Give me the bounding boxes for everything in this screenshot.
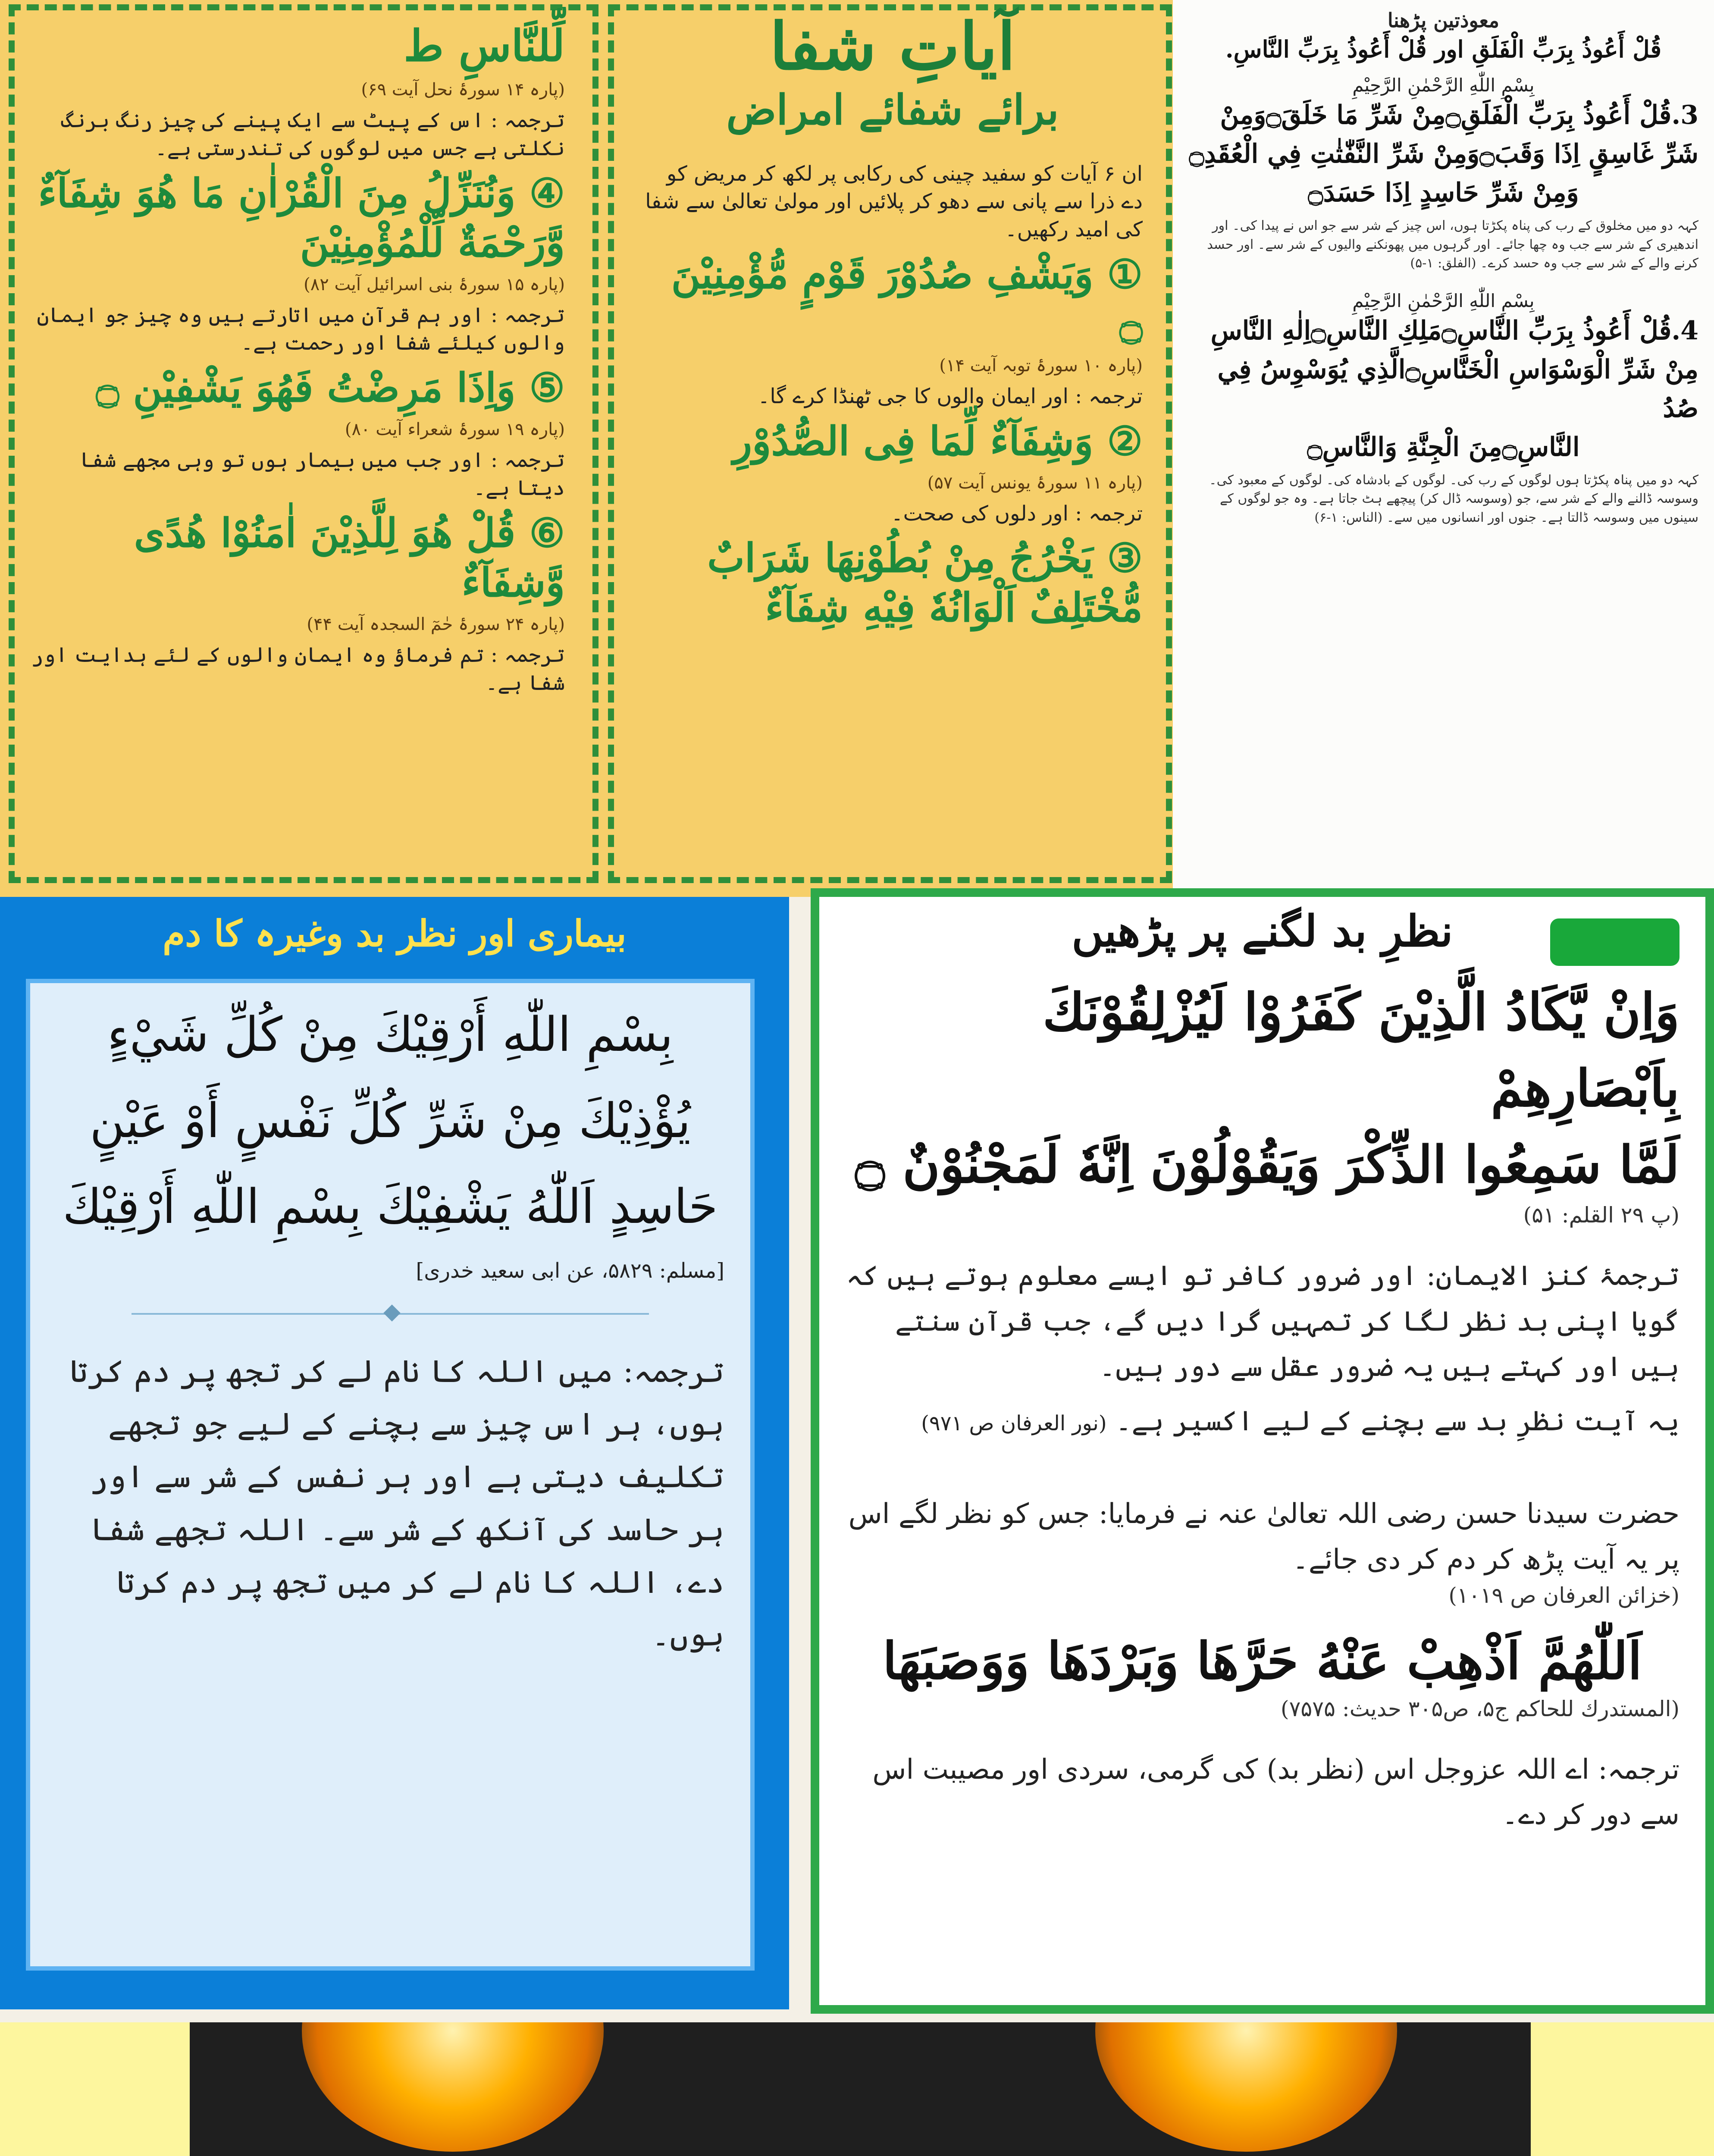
hasan-note: حضرت سیدنا حسن رضی اللہ تعالیٰ عنہ نے فرمایا: جس کو نظر لگے اس پر یہ آیت پڑھ کر دم کر دی جائے۔ [848, 1498, 1680, 1576]
falaq-line-1: 3.قُلْ أَعُوذُ بِرَبِّ الْفَلَقِ۝مِنْ شَرِّ مَا خَلَقَ۝وَمِنْ [1220, 100, 1698, 130]
nazar-verse-ref: (پ ۲۹ القلم: ۵۱) [1523, 1203, 1680, 1228]
nazar-note [819, 1399, 1705, 1445]
verse-3-end: لِّلنَّاسِ ط [404, 20, 565, 71]
shifa-subtitle: برائے شفائے امراض [726, 85, 1059, 134]
falaq-line-2: شَرِّ غَاسِقٍ اِذَا وَقَبَ۝وَمِنْ شَرِّ النَّفّٰثٰتِ فِي الْعُقَدِ۝ [1189, 139, 1698, 169]
verse-4: ④ وَنُنَزِّلُ مِنَ الْقُرْاٰنِ مَا هُوَ شِفَآءٌ وَّرَحْمَةٌ لِّلْمُؤْمِنِیْنَ [38, 169, 565, 266]
left-eye-icon [302, 2022, 604, 2152]
verse-6-translation: ترجمہ : تم فرماؤ وہ ایمان والوں کے لئے ہدایت اور شفا ہے۔ [31, 642, 565, 695]
verse-4-ref: (پارہ ۱۵ سورۂ بنی اسرائیل آیت ۸۲) [304, 274, 565, 295]
verse-6-ref: (پارہ ۲۴ سورۂ حٰمٓ السجدہ آیت ۴۴) [307, 614, 565, 634]
shifa-intro: ان ۶ آیات کو سفید چینی کی رکابی پر لکھ کر مریض کو دے ذرا سے پانی سے دھو کر پلائیں اور مولیٰ تعالیٰ سے شفا کی امید رکھیں۔ [645, 161, 1143, 242]
dum-arabic-2: يُؤْذِيْكَ مِنْ شَرِّ كُلِّ نَفْسٍ أَوْ عَيْنٍ [90, 1093, 691, 1148]
right-fill [1531, 2022, 1714, 2156]
nazar-title: نظرِ بد لگنے پر پڑھیں [1072, 906, 1453, 956]
shifa-title: آیاتِ شفا [770, 9, 1015, 85]
verse-3: ③ یَخْرُجُ مِنْ بُطُوْنِهَا شَرَابٌ مُّخْتَلِفٌ اَلْوَانُهٗ فِیْهِ شِفَآءٌ [707, 535, 1143, 631]
eyes-panel [190, 2022, 1531, 2156]
nazar-verse-2: لَمَّا سَمِعُوا الذِّكْرَ وَيَقُوْلُوْنَ اِنَّهٗ لَمَجْنُوْنٌ ۝ [855, 1134, 1680, 1194]
nazar-note-text: یہ آیت نظرِ بد سے بچنے کے لیے اکسیر ہے۔ [1115, 1405, 1680, 1437]
verse-2-ref: (پارہ ۱۱ سورۂ یونس آیت ۵۷) [927, 473, 1143, 493]
falaq-translation: کہہ دو میں مخلوق کے رب کی پناہ پکڑتا ہوں، اس چیز کے شر سے جو اس نے پیدا کی۔ اور اندھیری کے شر سے جب وہ چھا جائے۔ اور گرہوں میں پھونکنے والیوں کے شر سے۔ اور حسد کرنے والے کے شر سے جب وہ حسد کرے۔ (الفلق: ۱-۵) [1207, 218, 1698, 271]
verse-1-translation: ترجمہ : اور ایمان والوں کا جی ٹھنڈا کرے گا۔ [758, 384, 1143, 408]
nazar-dua-ref: (المستدرك للحاكم ج۵، ص۳۰۵ حدیث: ۷۵۷۵) [1281, 1696, 1680, 1721]
dum-panel [0, 897, 789, 2009]
verse-1-ref: (پارہ ۱۰ سورۂ توبہ آیت ۱۴) [939, 355, 1143, 376]
hasan-ref: (خزائن العرفان ص ۱۰۱۹) [1448, 1583, 1680, 1608]
nas-line-1: 4.قُلْ أَعُوذُ بِرَبِّ النَّاسِ۝مَلِكِ النَّاسِ۝اِلٰهِ النَّاسِ [1210, 315, 1698, 346]
diamond-icon [383, 1304, 401, 1322]
right-eye-icon [1095, 2022, 1397, 2152]
nazar-note-ref: (نور العرفان ص ۹۷۱) [921, 1411, 1107, 1435]
verse-1: ① وَیَشْفِ صُدُوْرَ قَوْمٍ مُّؤْمِنِیْنَ ۝ [671, 251, 1143, 347]
verse-2: ② وَشِفَآءٌ لِّمَا فِی الصُّدُوْرِ [733, 417, 1143, 464]
dum-header: بیماری اور نظر بد وغیرہ کا دم [163, 912, 627, 955]
verse-3-ref: (پارہ ۱۴ سورۂ نحل آیت ۶۹) [361, 80, 565, 100]
falaq-line-3: وَمِنْ شَرِّ حَاسِدٍ اِذَا حَسَدَ۝ [1308, 178, 1579, 208]
green-badge [1550, 918, 1680, 966]
nas-translation: کہہ دو میں پناہ پکڑتا ہوں لوگوں کے رب کی۔ لوگوں کے بادشاہ کی۔ لوگوں کے معبود کی۔ وسوسہ ڈالنے والے کے شر سے، جو (وسوسہ ڈال کر) پیچھے ہٹ جاتا ہے۔ وہ جو لوگوں کے سینوں میں وسوسہ ڈالتا ہے۔ جنوں اور انسانوں میں سے۔ (الناس: ۱-۶) [1209, 472, 1698, 525]
nazar-dua-translation: ترجمہ: اے اللہ عزوجل اس (نظر بد) کی گرمی، سردی اور مصیبت اس سے دور کر دے۔ [872, 1753, 1680, 1831]
verse-5: ⑤ وَاِذَا مَرِضْتُ فَهُوَ یَشْفِیْنِ ۝ [96, 364, 565, 411]
muawwidhatayn-intro: قُلْ أَعُوذُ بِرَبِّ الْفَلَقِ اور قُلْ أَعُوذُ بِرَبِّ النَّاسِ. [1225, 35, 1662, 63]
muawwidhatayn-title: معوذتین پڑھنا [1387, 9, 1500, 32]
verse-6: ⑥ قُلْ هُوَ لِلَّذِیْنَ اٰمَنُوْا هُدًی وَّشِفَآءٌ [134, 509, 565, 606]
muawwidhatayn-panel [1173, 0, 1714, 897]
shifa-column-right [612, 0, 1173, 884]
left-fill [0, 2022, 190, 2156]
nazar-panel [811, 888, 1714, 2014]
dum-reference: [مسلم: ۵۸۲۹، عن ابی سعید خدری] [416, 1258, 724, 1283]
nazar-verse-1: وَاِنْ يَّكَادُ الَّذِيْنَ كَفَرُوْا لَيُزْلِقُوْنَكَ بِاَبْصَارِهِمْ [1043, 982, 1680, 1118]
dum-arabic-3: حَاسِدٍ اَللّٰهُ يَشْفِيْكَ بِسْمِ اللّٰهِ أَرْقِيْكَ [63, 1179, 718, 1234]
verse-4-translation: ترجمہ : اور ہم قرآن میں اتارتے ہیں وہ چیز جو ایمان والوں کیلئے شفا اور رحمت ہے۔ [37, 303, 565, 355]
shifa-column-left [0, 0, 595, 884]
nazar-dua: اَللّٰهُمَّ اَذْهِبْ عَنْهُ حَرَّهَا وَبَرْدَهَا وَوَصَبَهَا [883, 1630, 1642, 1691]
dum-translation: ترجمہ: میں اللہ کا نام لے کر تجھ پر دم کرتا ہوں، ہر اس چیز سے بچنے کے لیے جو تجھے تکلیف دیتی ہے اور ہر نفس کے شر سے اور ہر حاسد کی آنکھ کے شر سے۔ اللہ تجھے شفا دے، اللہ کا نام لے کر میں تجھ پر دم کرتا ہوں۔ [69, 1353, 724, 1653]
shifa-verses-panel [0, 0, 1173, 897]
verse-3-translation: ترجمہ : اس کے پیٹ سے ایک پینے کی چیز رنگ برنگ نکلتی ہے جس میں لوگوں کی تندرستی ہے۔ [61, 108, 565, 160]
verse-5-ref: (پارہ ۱۹ سورۂ شعراء آیت ۸۰) [345, 420, 565, 440]
nas-line-3: النَّاسِ۝مِنَ الْجِنَّةِ وَالنَّاسِ۝ [1307, 432, 1580, 462]
nas-line-2: مِنْ شَرِّ الْوَسْوَاسِ الْخَنَّاسِ۝الَّذِي يُوَسْوِسُ فِي صُدُ [1217, 354, 1698, 423]
verse-5-translation: ترجمہ : اور جب میں بیمار ہوں تو وہی مجھے شفا دیتا ہے۔ [80, 448, 565, 500]
dum-card [26, 979, 755, 1971]
verse-2-translation: ترجمہ : اور دلوں کی صحت۔ [891, 501, 1143, 526]
nazar-translation: ترجمۂ کنز الایمان: اور ضرور کافر تو ایسے معلوم ہوتے ہیں کہ گویا اپنی بد نظر لگا کر تمہیں گرا دیں گے، جب قرآن سنتے ہیں اور کہتے ہیں یہ ضرور عقل سے دور ہیں۔ [846, 1260, 1680, 1383]
bismillah-falaq: بِسْمِ اللّٰهِ الرَّحْمٰنِ الرَّحِيْمِ [1352, 75, 1535, 96]
dum-divider [132, 1313, 649, 1315]
bismillah-nas: بِسْمِ اللّٰهِ الرَّحْمٰنِ الرَّحِيْمِ [1352, 290, 1535, 311]
dum-arabic-1: بِسْمِ اللّٰهِ أَرْقِيْكَ مِنْ كُلِّ شَيْءٍ [107, 1007, 674, 1062]
